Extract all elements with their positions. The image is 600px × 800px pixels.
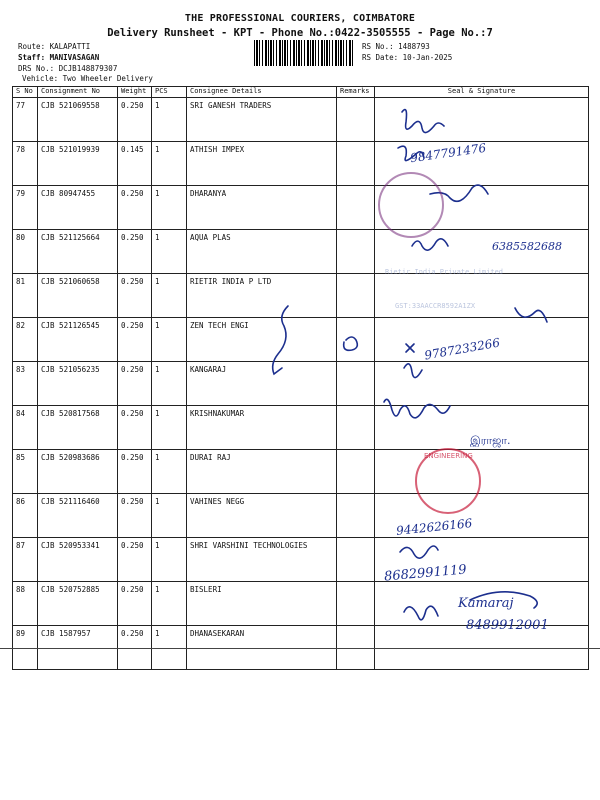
row-consignee: DHARANYA xyxy=(187,186,337,230)
row-sno: 85 xyxy=(13,450,38,494)
handwritten-phone-89: 8489912001 xyxy=(466,618,549,633)
row-sno: 87 xyxy=(13,538,38,582)
handwritten-tamil-85: இராஜா. xyxy=(470,434,511,447)
row-sno: 82 xyxy=(13,318,38,362)
row-sno: 79 xyxy=(13,186,38,230)
row-weight: 0.250 xyxy=(118,186,152,230)
row-consignee: SHRI VARSHINI TECHNOLOGIES xyxy=(187,538,337,582)
route-label: Route: KALAPATTI xyxy=(18,42,91,51)
row-remarks xyxy=(337,538,375,582)
row-consignment: CJB 520983686 xyxy=(38,450,118,494)
row-weight: 0.250 xyxy=(118,626,152,670)
table-row xyxy=(13,450,589,494)
stamp-company-81: Rietir India Private Limited xyxy=(385,268,504,276)
row-pcs: 1 xyxy=(152,450,187,494)
row-consignment: CJB 520817568 xyxy=(38,406,118,450)
col-sno: S No xyxy=(13,87,38,98)
table-row xyxy=(13,318,589,362)
table-row xyxy=(13,538,589,582)
stamp-text-86: ENGINEERING xyxy=(424,452,473,460)
row-pcs: 1 xyxy=(152,494,187,538)
row-consignment: CJB 521069558 xyxy=(38,98,118,142)
row-weight: 0.145 xyxy=(118,142,152,186)
staff-label: Staff: MANIVASAGAN xyxy=(18,53,100,62)
row-sno: 89 xyxy=(13,626,38,670)
row-consignee: BISLERI xyxy=(187,582,337,626)
table-row xyxy=(13,186,589,230)
row-signature xyxy=(375,274,589,318)
row-weight: 0.250 xyxy=(118,450,152,494)
row-remarks xyxy=(337,582,375,626)
handwritten-phone-87: 9442626166 xyxy=(395,516,473,538)
col-consignment: Consignment No xyxy=(38,87,118,98)
row-remarks xyxy=(337,450,375,494)
row-remarks xyxy=(337,406,375,450)
row-consignment: CJB 520752885 xyxy=(38,582,118,626)
row-remarks xyxy=(337,142,375,186)
runsheet-table xyxy=(12,86,589,670)
row-consignee: DURAI RAJ xyxy=(187,450,337,494)
row-remarks xyxy=(337,186,375,230)
row-sno: 78 xyxy=(13,142,38,186)
row-pcs: 1 xyxy=(152,186,187,230)
row-remarks xyxy=(337,274,375,318)
row-consignee: ATHISH IMPEX xyxy=(187,142,337,186)
row-consignee: ZEN TECH ENGI xyxy=(187,318,337,362)
row-weight: 0.250 xyxy=(118,362,152,406)
row-sno: 81 xyxy=(13,274,38,318)
row-consignment: CJB 521125664 xyxy=(38,230,118,274)
row-consignee: RIETIR INDIA P LTD xyxy=(187,274,337,318)
row-pcs: 1 xyxy=(152,230,187,274)
col-weight: Weight xyxy=(118,87,152,98)
round-stamp-79 xyxy=(378,172,444,238)
row-consignment: CJB 521126545 xyxy=(38,318,118,362)
col-signature: Seal & Signature xyxy=(375,87,589,98)
row-pcs: 1 xyxy=(152,626,187,670)
row-sno: 88 xyxy=(13,582,38,626)
handwritten-phone-80: 6385582688 xyxy=(492,240,562,253)
table-row xyxy=(13,142,589,186)
row-pcs: 1 xyxy=(152,582,187,626)
row-weight: 0.250 xyxy=(118,406,152,450)
row-consignment: CJB 521060658 xyxy=(38,274,118,318)
row-consignee: VAHINES NEGG xyxy=(187,494,337,538)
row-consignee: KRISHNAKUMAR xyxy=(187,406,337,450)
row-signature xyxy=(375,98,589,142)
table-row xyxy=(13,494,589,538)
row-sno: 80 xyxy=(13,230,38,274)
row-consignee: AQUA PLAS xyxy=(187,230,337,274)
row-remarks xyxy=(337,494,375,538)
rs-date: RS Date: 10-Jan-2025 xyxy=(362,53,453,62)
table-row xyxy=(13,274,589,318)
table-header-row xyxy=(13,87,589,98)
row-sno: 86 xyxy=(13,494,38,538)
row-pcs: 1 xyxy=(152,142,187,186)
footer-divider xyxy=(0,648,600,649)
col-consignee: Consignee Details xyxy=(187,87,337,98)
row-consignment: CJB 80947455 xyxy=(38,186,118,230)
barcode xyxy=(254,40,354,66)
row-sno: 84 xyxy=(13,406,38,450)
row-pcs: 1 xyxy=(152,538,187,582)
row-pcs: 1 xyxy=(152,406,187,450)
company-title: THE PROFESSIONAL COURIERS, COIMBATORE xyxy=(184,13,416,24)
row-consignee: KANGARAJ xyxy=(187,362,337,406)
row-remarks xyxy=(337,230,375,274)
row-sno: 77 xyxy=(13,98,38,142)
row-pcs: 1 xyxy=(152,98,187,142)
row-consignment: CJB 521019939 xyxy=(38,142,118,186)
row-weight: 0.250 xyxy=(118,494,152,538)
row-signature xyxy=(375,362,589,406)
stamp-gst-81: GST:33AACCR8592A1ZX xyxy=(395,302,476,310)
handwritten-phone-78: 9847791476 xyxy=(409,140,487,166)
row-weight: 0.250 xyxy=(118,582,152,626)
vehicle-label: Vehicle: Two Wheeler Delivery xyxy=(22,74,153,83)
row-consignee: DHANASEKARAN xyxy=(187,626,337,670)
runsheet-subtitle: Delivery Runsheet - KPT - Phone No.:0422-3505555 - Page No.:7 xyxy=(107,27,493,39)
row-pcs: 1 xyxy=(152,274,187,318)
row-remarks xyxy=(337,362,375,406)
row-consignment: CJB 521056235 xyxy=(38,362,118,406)
table-row xyxy=(13,98,589,142)
row-sno: 83 xyxy=(13,362,38,406)
row-weight: 0.250 xyxy=(118,98,152,142)
col-remarks: Remarks xyxy=(337,87,375,98)
handwritten-phone-83: 9787233266 xyxy=(423,335,501,363)
row-pcs: 1 xyxy=(152,362,187,406)
col-pcs: PCS xyxy=(152,87,187,98)
handwritten-name-89: Kamaraj xyxy=(458,596,514,611)
row-consignment: CJB 520953341 xyxy=(38,538,118,582)
rs-number: RS No.: 1488793 xyxy=(362,42,430,51)
drs-number: DRS No.: DCJB148879307 xyxy=(18,64,118,73)
row-pcs: 1 xyxy=(152,318,187,362)
row-consignment: CJB 1587957 xyxy=(38,626,118,670)
row-consignment: CJB 521116460 xyxy=(38,494,118,538)
row-signature xyxy=(375,450,589,494)
row-consignee: SRI GANESH TRADERS xyxy=(187,98,337,142)
handwritten-phone-88: 8682991119 xyxy=(383,562,468,585)
row-remarks xyxy=(337,98,375,142)
row-weight: 0.250 xyxy=(118,318,152,362)
row-remarks xyxy=(337,318,375,362)
row-weight: 0.250 xyxy=(118,230,152,274)
row-weight: 0.250 xyxy=(118,538,152,582)
row-weight: 0.250 xyxy=(118,274,152,318)
table-row xyxy=(13,362,589,406)
